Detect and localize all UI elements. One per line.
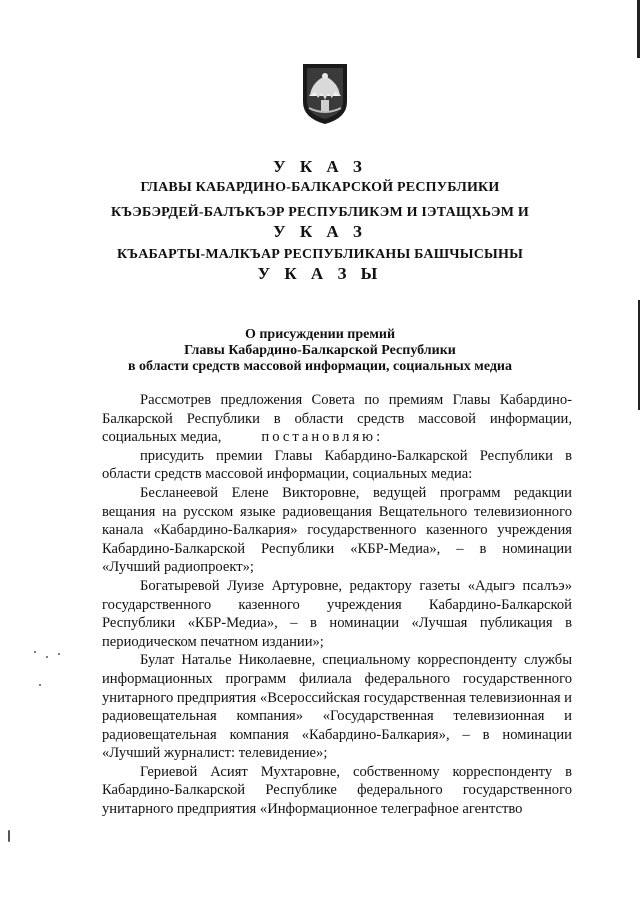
resolution-word: постановляю:	[261, 429, 384, 446]
laureate-paragraph: Богатыревой Луизе Артуровне, редактору газеты «Адыгэ псалъэ» государственного казенного учреждения Кабардино-Балкарской Республики «КБР-Медиа», – в номинации «Лучшая публикация в периодическом печатном издании»;	[102, 577, 572, 650]
issuer-line-ru: ГЛАВЫ КАБАРДИНО-БАЛКАРСКОЙ РЕСПУБЛИКИ	[140, 180, 500, 195]
scan-speck	[58, 653, 60, 655]
scan-speck	[46, 656, 48, 658]
decree-heading-ru: У К А З	[273, 157, 367, 176]
decree-title-line-3: в области средств массовой информации, социальных медиа	[127, 359, 512, 374]
scan-speck	[8, 830, 10, 842]
body-paragraph	[102, 391, 572, 447]
decree-heading-kbd: У К А З	[273, 222, 367, 241]
body-paragraph: присудить премии Главы Кабардино-Балкарской Республики в области средств массовой информации, социальных медиа:	[102, 447, 572, 483]
laureate-paragraph: Булат Наталье Николаевне, специальному корреспонденту службы информационных программ филиала федерального государственного унитарного предприятия «Всероссийская государственная телевизионная и радиовещательная компания» «Государственная телевизионная и радиовещательная компания «Кабардино-Балкария», – в номинации «Лучший журналист: телевидение»;	[102, 652, 572, 762]
issuer-line-krc: КЪАБАРТЫ-МАЛКЪАР РЕСПУБЛИКАНЫ БАШЧЫСЫНЫ	[116, 247, 524, 262]
decree-heading-krc: У К А З Ы	[257, 264, 383, 283]
decree-body	[102, 391, 572, 819]
laureate-paragraph: Гериевой Асият Мухтаровне, собственному корреспонденту в Кабардино-Балкарской Республике федерального государственного унитарного предприятия «Информационное телеграфное агентство	[102, 763, 572, 818]
intro-text: Рассмотрев предложения Совета по премиям Главы Кабардино-Балкарской Республики в области средств массовой информации, социальных медиа,	[102, 392, 572, 446]
scan-speck	[34, 651, 36, 653]
coat-of-arms-icon	[301, 62, 349, 126]
laureate-paragraph: Бесланеевой Елене Викторовне, ведущей программ редакции вещания на русском языке радиовещания Вещательного телевизионного канала «Кабардино-Балкария» государственного казенного учреждения Кабардино-Балкарской Республики «КБР-Медиа», – в номинации «Лучший радиопроект»;	[102, 484, 572, 576]
decree-title-line-2: Главы Кабардино-Балкарской Республики	[184, 343, 456, 358]
scan-speck	[39, 684, 41, 686]
decree-title-line-1: О присуждении премий	[244, 327, 396, 342]
issuer-line-kbd: КЪЭБЭРДЕЙ-БАЛЪКЪЭР РЕСПУБЛИКЭМ И ІЭТАЩХЬЭМ И	[111, 205, 529, 220]
